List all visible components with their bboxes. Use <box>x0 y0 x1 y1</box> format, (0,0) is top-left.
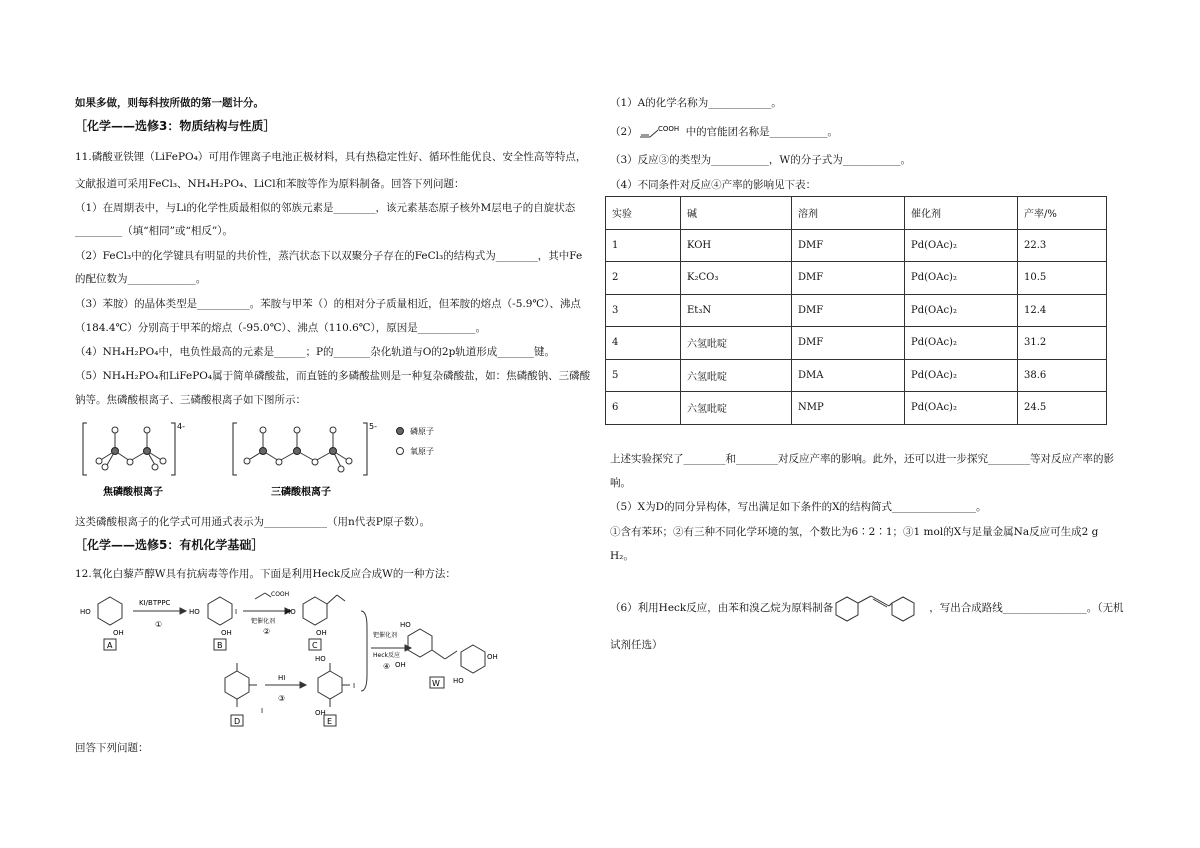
table-cell: K₂CO₃ <box>681 262 792 295</box>
table-cell: 六氢吡啶 <box>681 359 792 392</box>
table-cell: 2 <box>606 262 681 295</box>
label-e: E <box>327 717 333 726</box>
table-cell: DMF <box>792 327 905 360</box>
heck-label: Heck反应 <box>373 652 400 659</box>
e-i: I <box>353 682 356 690</box>
q12-part4b-line2: 响。 <box>610 477 631 489</box>
table-cell: DMF <box>792 229 905 262</box>
step-2: ② <box>263 627 271 636</box>
table-cell: DMF <box>792 262 905 295</box>
step-1: ① <box>155 620 163 629</box>
q11-part5-line3: 这类磷酸根离子的化学式可用通式表示为____________（用n代表P原子数）。 <box>75 516 431 528</box>
e-oh: OH <box>315 709 326 717</box>
q12-part5: （5）X为D的同分异构体，写出满足如下条件的X的结构简式________________。 <box>610 501 987 513</box>
label-d: D <box>234 717 241 726</box>
reagent-1: KI/BTPPC <box>139 599 171 607</box>
table-cell: 31.2 <box>1018 327 1107 360</box>
q12-part1: （1）A的化学名称为____________。 <box>610 97 782 109</box>
label-a: A <box>107 641 113 650</box>
header-cell: 产率/% <box>1018 197 1107 230</box>
header-cell: 实验 <box>606 197 681 230</box>
legend-oxygen: 氧原子 <box>410 447 434 456</box>
table-cell: 22.3 <box>1018 229 1107 262</box>
table-cell: Pd(OAc)₂ <box>905 262 1018 295</box>
q12-part6-line2: 试剂任选） <box>610 639 663 651</box>
synthesis-scheme <box>75 587 535 735</box>
table-cell: 3 <box>606 294 681 327</box>
table-cell: 24.5 <box>1018 392 1107 425</box>
step-4: ④ <box>383 662 391 671</box>
table-row <box>606 262 1107 295</box>
table-row <box>606 392 1107 425</box>
w-oh-1: OH <box>395 661 406 669</box>
b-i: I <box>235 608 238 616</box>
table-header-row <box>606 197 1107 230</box>
charge-4: 4- <box>177 422 185 431</box>
caption-triphosphate: 三磷酸根离子 <box>271 487 331 498</box>
acrylic-acid-structure <box>638 124 686 140</box>
table-cell: KOH <box>681 229 792 262</box>
table-cell: NMP <box>792 392 905 425</box>
header-cell: 溶剂 <box>792 197 905 230</box>
q12-intro: 12.氧化白藜芦醇W具有抗病毒等作用。下面是利用Heck反应合成W的一种方法： <box>75 568 456 580</box>
q12-part2-prefix: （2） <box>610 126 638 138</box>
c-oh: OH <box>316 629 327 637</box>
d-i: I <box>261 707 264 715</box>
table-cell: Pd(OAc)₂ <box>905 359 1018 392</box>
q11-part1-line1: （1）在周期表中，与Li的化学性质最相似的邻族元素是________，该元素基态原子核外M层电子的自旋状态 <box>75 202 576 214</box>
table-cell: DMF <box>792 294 905 327</box>
q12-part4: （4）不同条件对反应④产率的影响见下表： <box>610 179 817 191</box>
b-oh: OH <box>221 629 232 637</box>
q11-intro-line2: 文献报道可采用FeCl₃、NH₄H₂PO₄、LiCl和苯胺等作为原料制备。回答下列问题： <box>75 178 465 190</box>
q12-part3: （3）反应③的类型为___________，W的分子式为___________。 <box>610 154 911 166</box>
catalyst-2: 钯催化剂 <box>251 618 276 625</box>
legend-phosphorus: 磷原子 <box>410 427 434 436</box>
table-cell: Et₃N <box>681 294 792 327</box>
charge-5: 5- <box>369 422 377 431</box>
phosphate-ions-figure <box>75 415 455 505</box>
cooh-text: COOH <box>657 125 679 133</box>
table-cell: 5 <box>606 359 681 392</box>
q12-part2-suffix: 中的官能团名称是___________。 <box>685 126 838 138</box>
q11-part3-line2: （184.4℃）分别高于甲苯的熔点（-95.0℃）、沸点（110.6℃），原因是___________。 <box>75 322 487 334</box>
e-ho: HO <box>315 655 326 663</box>
q11-part2-line2: 的配位数为_____________。 <box>75 273 207 285</box>
q12-part5-cond2: H₂。 <box>610 550 634 562</box>
c-ho: HO <box>285 608 296 616</box>
label-c: C <box>312 641 318 650</box>
table-cell: 六氢吡啶 <box>681 327 792 360</box>
section-heading-5: ［化学——选修5：有机化学基础］ <box>75 538 264 552</box>
section-heading-3: ［化学——选修3：物质结构与性质］ <box>75 119 276 133</box>
table-cell: 6 <box>606 392 681 425</box>
table-cell: 10.5 <box>1018 262 1107 295</box>
table-cell: DMA <box>792 359 905 392</box>
q11-part2-line1: （2）FeCl₃中的化学键具有明显的共价性，蒸汽状态下以双聚分子存在的FeCl₃的结构式为________，其中Fe <box>75 250 583 262</box>
q11-part5-line1: （5）NH₄H₂PO₄和LiFePO₄属于简单磷酸盐，而直链的多磷酸盐则是一种复杂磷酸盐，如：焦磷酸钠、三磷酸 <box>75 370 591 382</box>
w-oh-2: OH <box>487 653 498 661</box>
table-row <box>606 359 1107 392</box>
reagent-cooh: COOH <box>271 591 290 598</box>
table-row <box>606 229 1107 262</box>
table-cell: Pd(OAc)₂ <box>905 294 1018 327</box>
table-cell: 12.4 <box>1018 294 1107 327</box>
q11-part3-line1: （3）苯胺）的晶体类型是__________。苯胺与甲苯（）的相对分子质量相近，但苯胺的熔点（-5.9℃）、沸点 <box>75 298 581 310</box>
table-row <box>606 327 1107 360</box>
table-cell: Pd(OAc)₂ <box>905 229 1018 262</box>
header-cell: 碱 <box>681 197 792 230</box>
table-cell: 1 <box>606 229 681 262</box>
q11-part4: （4）NH₄H₂PO₄中，电负性最高的元素是______；P的_______杂化轨道与O的2p轨道形成_______键。 <box>75 346 556 358</box>
catalyst-4: 钯催化剂 <box>373 632 398 639</box>
q12-part4b-line1: 上述实验探究了________和________对反应产率的影响。此外，还可以进一步探究________等对反应产率的影 <box>610 453 1114 465</box>
table-cell: 4 <box>606 327 681 360</box>
label-b: B <box>217 641 223 650</box>
q12-part6-prefix: （6）利用Heck反应，由苯和溴乙烷为原料制备 <box>610 602 834 614</box>
stilbene-structure <box>833 593 929 623</box>
reagent-3: HI <box>278 674 286 682</box>
q11-intro-line1: 11.磷酸亚铁锂（LiFePO₄）可用作锂离子电池正极材料，具有热稳定性好、循环性能优良、安全性高等特点， <box>75 151 587 163</box>
q12-part2 <box>610 124 838 140</box>
w-ho-2: HO <box>453 677 464 685</box>
note-text: 如果多做，则每科按所做的第一题计分。 <box>75 97 264 109</box>
table-cell: 38.6 <box>1018 359 1107 392</box>
a-oh: OH <box>113 629 124 637</box>
caption-pyrophosphate: 焦磷酸根离子 <box>103 487 163 498</box>
b-ho: HO <box>189 608 200 616</box>
q12-part5-cond1: ①含有苯环；②有三种不同化学环境的氢，个数比为6∶2∶1；③1 mol的X与足量金属Na反应可生成2 g <box>610 526 1099 538</box>
label-w: W <box>432 679 440 688</box>
table-cell: 六氢吡啶 <box>681 392 792 425</box>
step-3: ③ <box>278 694 286 703</box>
q12-part6-suffix: ，写出合成路线________________。（无机 <box>929 602 1124 614</box>
table-row <box>606 294 1107 327</box>
yield-table <box>605 196 1107 425</box>
q11-part5-line2: 钠等。焦磷酸根离子、三磷酸根离子如下图所示： <box>75 394 306 406</box>
q12-part6 <box>610 593 1124 623</box>
table-cell: Pd(OAc)₂ <box>905 392 1018 425</box>
a-ho: HO <box>80 608 91 616</box>
q11-part1-line2: _________（填“相同”或“相反”）。 <box>75 225 233 237</box>
header-cell: 催化剂 <box>905 197 1018 230</box>
table-cell: Pd(OAc)₂ <box>905 327 1018 360</box>
w-ho: HO <box>400 621 411 629</box>
answer-prompt: 回答下列问题： <box>75 742 149 754</box>
